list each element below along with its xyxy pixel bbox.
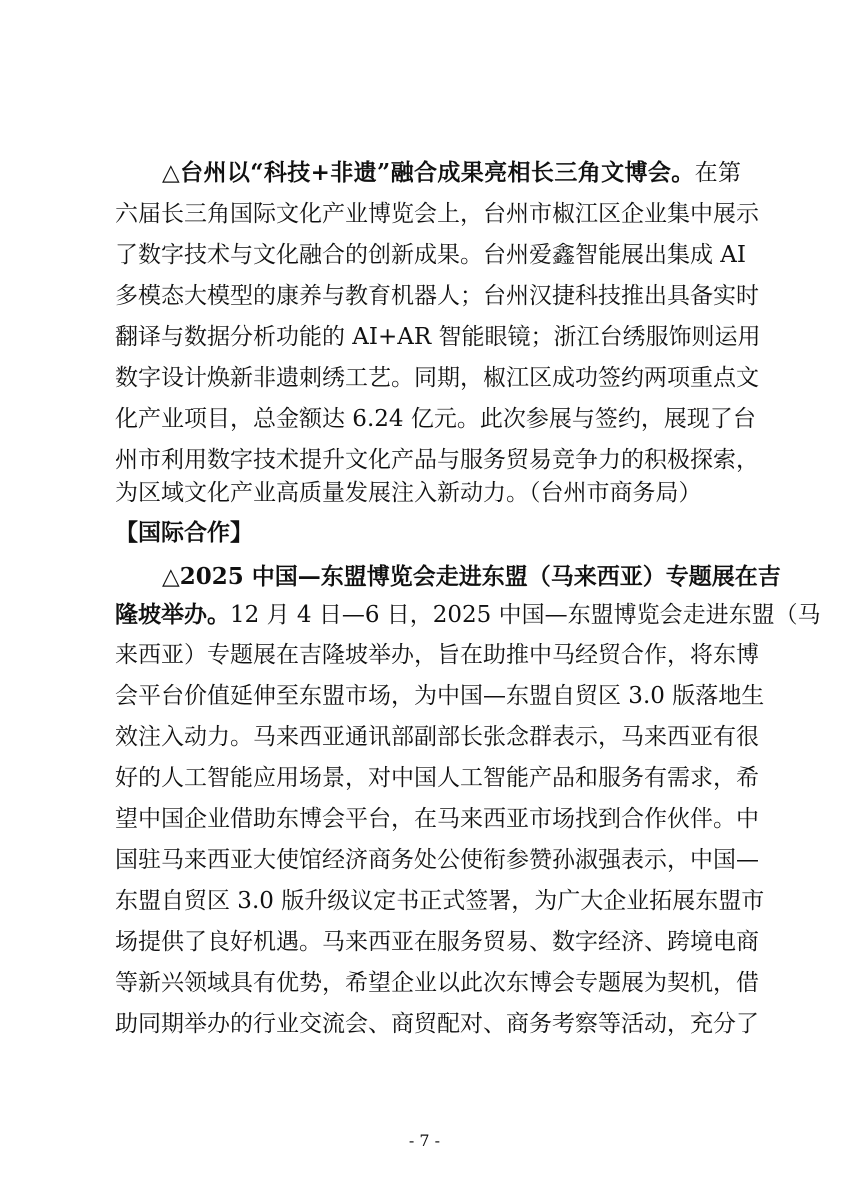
text-line: 助同期举办的行业交流会、商贸配对、商务考察等活动，充分了 [115,1011,759,1037]
paragraph-line [0,758,849,798]
paragraph-line [0,153,849,193]
paragraph-line [0,635,849,675]
text-line: 等新兴领域具有优势，希望企业以此次东博会专题展为契机，借 [115,970,759,996]
paragraph-line [0,881,849,921]
text-line: 化产业项目，总金额达 6.24 亿元。此次参展与签约，展现了台 [115,406,756,432]
section-heading: 【国际合作】 [115,520,253,546]
text-line: 了数字技术与文化融合的创新成果。台州爱鑫智能展出集成 AI [115,242,747,268]
paragraph-line [0,840,849,880]
lead-sentence [162,153,741,193]
paragraph-line [0,922,849,962]
text-line: 国驻马来西亚大使馆经济商务处公使衔参赞孙淑强表示，中国— [115,847,759,873]
text-line: 州市利用数字技术提升文化产品与服务贸易竞争力的积极探索， [115,447,759,473]
news-title-continued [115,595,821,635]
news-title: △2025 中国—东盟博览会走进东盟（马来西亚）专题展在吉 [162,563,781,590]
text-line: 东盟自贸区 3.0 版升级议定书正式签署，为广大企业拓展东盟市 [115,888,765,914]
paragraph-line [0,399,849,439]
text-line: 为区域文化产业高质量发展注入新动力。（台州市商务局） [115,480,702,506]
text-line: 数字设计焕新非遗刺绣工艺。同期，椒江区成功签约两项重点文 [115,365,759,391]
lead-rest: 在第 [694,160,742,186]
paragraph-line [0,235,849,275]
paragraph-line [0,557,849,597]
text-line: 好的人工智能应用场景，对中国人工智能产品和服务有需求，希 [115,765,759,791]
paragraph-line [0,676,849,716]
news-title-end: 隆坡举办。 [115,601,230,628]
paragraph-line-last [0,473,849,513]
text-line: 六届长三角国际文化产业博览会上，台州市椒江区企业集中展示 [115,201,759,227]
text-line: 望中国企业借助东博会平台，在马来西亚市场找到合作伙伴。中 [115,806,759,832]
paragraph-line [0,963,849,1003]
paragraph-line [0,358,849,398]
paragraph-line [0,276,849,316]
lead-title: △台州以“科技+非遗”融合成果亮相长三角文博会。 [162,159,695,186]
text-line: 12 月 4 日—6 日，2025 中国—东盟博览会走进东盟（马 [230,602,821,628]
text-line: 多模态大模型的康养与教育机器人；台州汉捷科技推出具备实时 [115,283,759,309]
text-line: 来西亚）专题展在吉隆坡举办，旨在助推中马经贸合作，将东博 [115,642,759,668]
text-line: 场提供了良好机遇。马来西亚在服务贸易、数字经济、跨境电商 [115,929,759,955]
text-line: 会平台价值延伸至东盟市场，为中国—东盟自贸区 3.0 版落地生 [115,683,765,709]
text-line: 效注入动力。马来西亚通讯部副部长张念群表示，马来西亚有很 [115,724,759,750]
text-line: 翻译与数据分析功能的 AI+AR 智能眼镜；浙江台绣服饰则运用 [115,324,761,350]
paragraph-line [0,194,849,234]
page-number: - 7 - [408,1131,441,1150]
paragraph-line [0,799,849,839]
paragraph-line [0,717,849,757]
paragraph-line [0,1004,849,1044]
paragraph-line [0,595,849,635]
paragraph-line [0,317,849,357]
